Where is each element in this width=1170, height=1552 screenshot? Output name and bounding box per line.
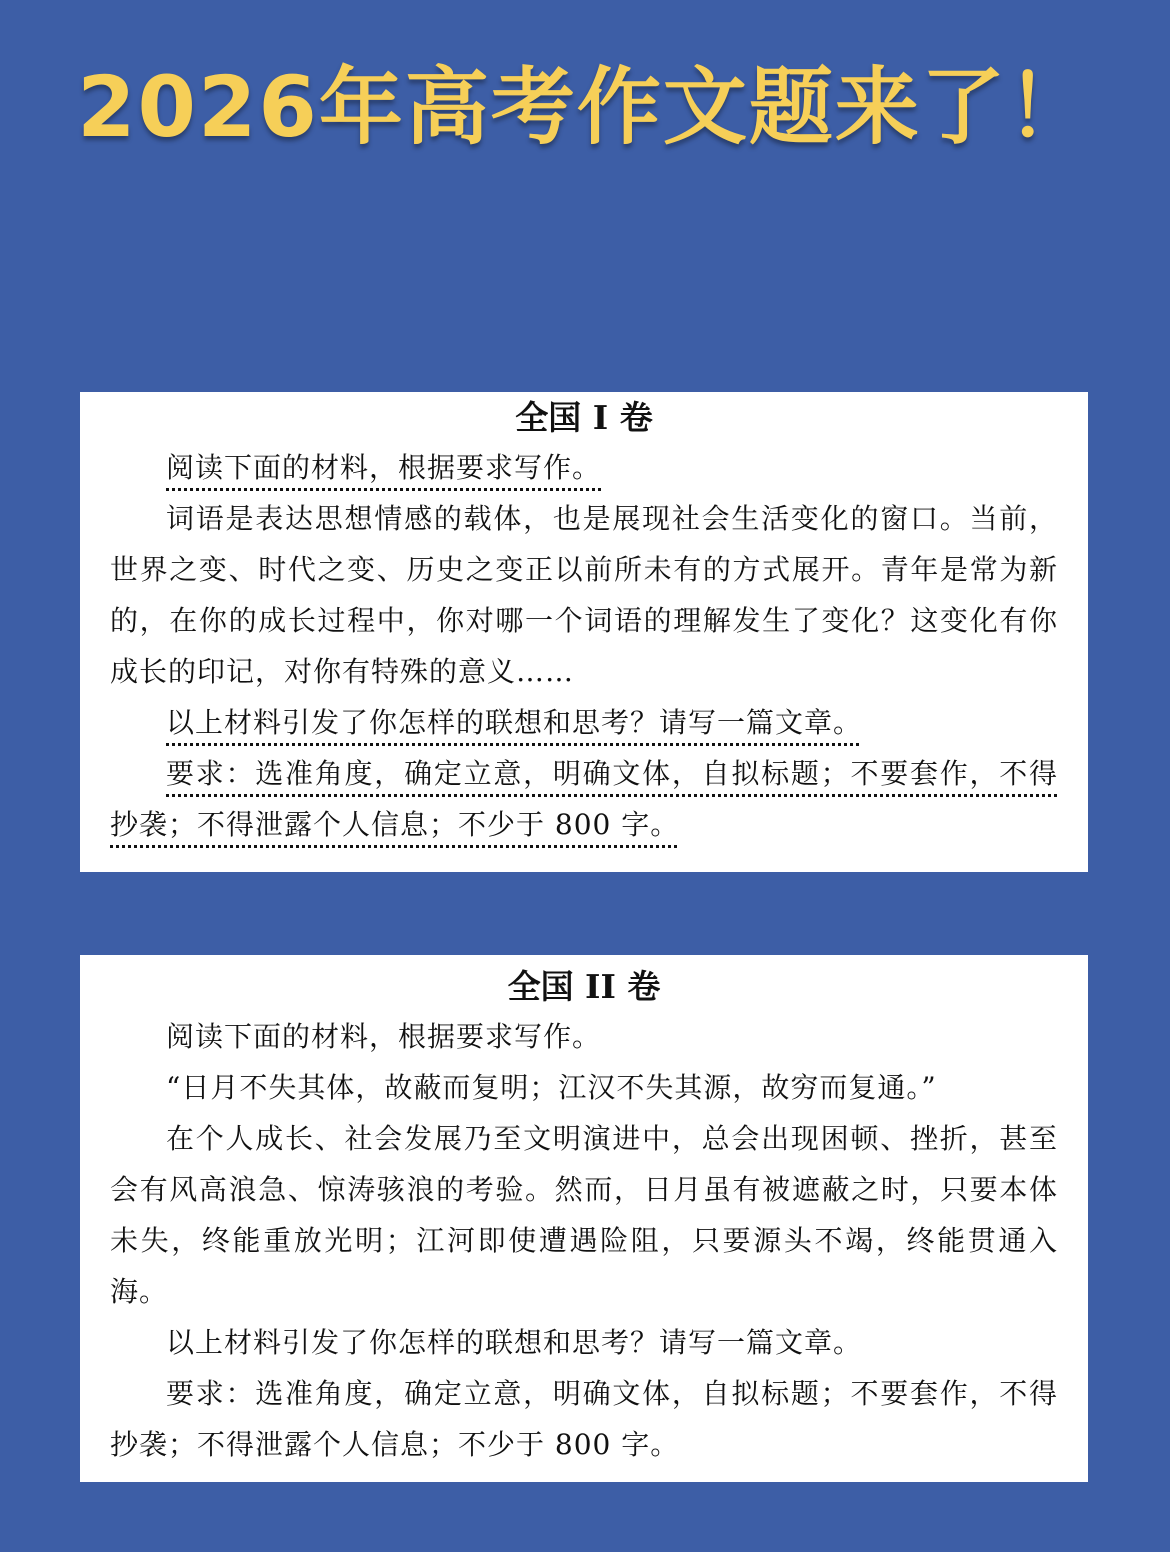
paper2-instruction: 阅读下面的材料，根据要求写作。 [166,1020,602,1053]
paper2-panel [80,955,1088,1482]
paper1-instruction: 阅读下面的材料，根据要求写作。 [166,451,602,484]
paper1-material: 词语是表达思想情感的载体，也是展现社会生活变化的窗口。当前，世界之变、时代之变、历史之变正以前所未有的方式展开。青年是常为新的，在你的成长过程中，你对哪一个词语的理解发生了变化？这变化有你成长的印记，对你有特殊的意义…… [110,502,1058,688]
page-headline: 2026年高考作文题来了！ [77,58,1093,156]
paper2-prompt: 以上材料引发了你怎样的联想和思考？请写一篇文章。 [166,1326,863,1359]
paper2-title: 全国 II 卷 [507,967,661,1006]
paper2-material: 在个人成长、社会发展乃至文明演进中，总会出现困顿、挫折，甚至会有风高浪急、惊涛骇浪的考验。然而，日月虽有被遮蔽之时，只要本体未失，终能重放光明；江河即使遭遇险阻，只要源头不竭，终能贯通入海。 [110,1122,1058,1308]
paper2-quote: “日月不失其体，故蔽而复明；江汉不失其源，故穷而复通。” [166,1071,937,1104]
paper1-prompt: 以上材料引发了你怎样的联想和思考？请写一篇文章。 [166,706,863,739]
paper2-requirements: 要求：选准角度，确定立意，明确文体，自拟标题；不要套作，不得抄袭；不得泄露个人信息；不少于 800 字。 [110,1377,1058,1461]
paper1-title: 全国 I 卷 [515,398,653,437]
paper1-requirements: 要求：选准角度，确定立意，明确文体，自拟标题；不要套作，不得抄袭；不得泄露个人信息；不少于 800 字。 [110,757,1058,841]
paper1-panel [80,392,1088,872]
